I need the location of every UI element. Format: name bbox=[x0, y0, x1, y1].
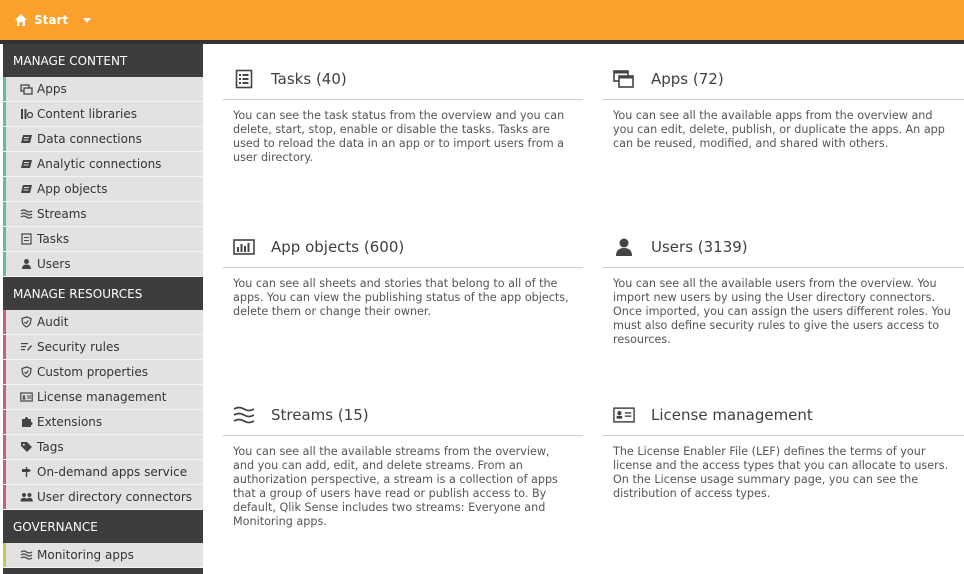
sidebar-item-custom-properties[interactable] bbox=[3, 360, 203, 385]
library-icon bbox=[19, 108, 33, 120]
card-tasks bbox=[223, 58, 583, 165]
card-description: You can see the task status from the overview and you can delete, start, stop, enable or disable the tasks. Tasks are used to reload the data in an app or to import users from a user directory. bbox=[233, 109, 565, 164]
sidebar-item-data-connections[interactable] bbox=[3, 127, 203, 152]
main-content bbox=[203, 44, 964, 574]
sidebar-item-tasks[interactable] bbox=[3, 227, 203, 252]
sidebar-item-label: Tags bbox=[37, 440, 64, 454]
sidebar-item-apps[interactable] bbox=[3, 77, 203, 102]
streams-icon bbox=[19, 549, 33, 561]
sidebar-item-label: Streams bbox=[37, 207, 87, 221]
app-objects-icon bbox=[19, 183, 33, 195]
sidebar-item-audit[interactable] bbox=[3, 310, 203, 335]
sidebar-item-app-objects[interactable] bbox=[3, 177, 203, 202]
card-license-header[interactable] bbox=[603, 394, 964, 436]
card-title: Apps (72) bbox=[651, 69, 724, 88]
sidebar-item-on-demand-apps-service[interactable] bbox=[3, 460, 203, 485]
sidebar-item-label: App objects bbox=[37, 182, 108, 196]
card-users bbox=[603, 226, 964, 347]
sidebar-item-label: Data connections bbox=[37, 132, 142, 146]
top-bar bbox=[0, 0, 964, 40]
card-title: License management bbox=[651, 405, 813, 424]
card-title: Streams (15) bbox=[271, 405, 369, 424]
chevron-down-icon[interactable] bbox=[82, 15, 92, 25]
license-icon bbox=[613, 405, 635, 425]
section-manage-content: MANAGE CONTENT bbox=[3, 44, 203, 77]
sidebar-item-content-libraries[interactable] bbox=[3, 102, 203, 127]
user-icon bbox=[19, 258, 33, 270]
analytic-connection-icon bbox=[19, 158, 33, 170]
sidebar-item-label: Security rules bbox=[37, 340, 120, 354]
card-streams bbox=[223, 394, 583, 529]
rules-icon bbox=[19, 341, 33, 353]
card-description: You can see all the available apps from the overview and you can edit, delete, publish, or duplicate the apps. An app can be reused, modified, and shared with others. bbox=[613, 109, 945, 150]
home-icon bbox=[14, 13, 28, 27]
sidebar-item-label: Monitoring apps bbox=[37, 548, 134, 562]
puzzle-icon bbox=[19, 416, 33, 428]
card-title: App objects (600) bbox=[271, 237, 405, 256]
card-users-header[interactable] bbox=[603, 226, 964, 268]
sidebar-item-security-rules[interactable] bbox=[3, 335, 203, 360]
streams-icon bbox=[233, 405, 255, 425]
card-apps bbox=[603, 58, 964, 151]
sidebar-item-label: Users bbox=[37, 257, 71, 271]
license-icon bbox=[19, 391, 33, 403]
sidebar-item-users[interactable] bbox=[3, 252, 203, 277]
sidebar-item-label: License management bbox=[37, 390, 167, 404]
apps-icon bbox=[19, 83, 33, 95]
users-group-icon bbox=[19, 491, 33, 503]
card-title: Users (3139) bbox=[651, 237, 748, 256]
sidebar-item-label: Extensions bbox=[37, 415, 103, 429]
card-description: The License Enabler File (LEF) defines the terms of your license and the access types that you can allocate to users. On the License usage summary page, you can see the distribution of access types. bbox=[613, 445, 949, 500]
sidebar bbox=[3, 44, 203, 574]
sidebar-item-tags[interactable] bbox=[3, 435, 203, 460]
card-streams-header[interactable] bbox=[223, 394, 583, 436]
sidebar-item-label: Audit bbox=[37, 315, 69, 329]
section-manage-resources: MANAGE RESOURCES bbox=[3, 277, 203, 310]
card-license-management bbox=[603, 394, 964, 501]
section-governance: GOVERNANCE bbox=[3, 510, 203, 543]
sidebar-item-label: User directory connectors bbox=[37, 490, 193, 504]
user-icon bbox=[613, 237, 635, 257]
app-objects-icon bbox=[233, 237, 255, 257]
sidebar-item-analytic-connections[interactable] bbox=[3, 152, 203, 177]
apps-icon bbox=[613, 69, 635, 89]
start-label: Start bbox=[34, 13, 69, 27]
sidebar-item-label: On-demand apps service bbox=[37, 465, 188, 479]
sidebar-item-license-management[interactable] bbox=[3, 385, 203, 410]
shield-icon bbox=[19, 366, 33, 378]
card-title: Tasks (40) bbox=[271, 69, 347, 88]
sidebar-item-extensions[interactable] bbox=[3, 410, 203, 435]
sidebar-item-label: Custom properties bbox=[37, 365, 149, 379]
data-connection-icon bbox=[19, 133, 33, 145]
card-apps-header[interactable] bbox=[603, 58, 964, 100]
sidebar-item-monitoring-apps[interactable] bbox=[3, 543, 203, 568]
start-button[interactable] bbox=[14, 13, 68, 27]
sidebar-item-label: Tasks bbox=[37, 232, 70, 246]
card-description: You can see all sheets and stories that belong to all of the apps. You can view the publishing status of the app objects, delete them or change their owner. bbox=[233, 277, 569, 318]
tag-icon bbox=[19, 441, 33, 453]
tasks-icon bbox=[233, 69, 255, 89]
streams-icon bbox=[19, 208, 33, 220]
on-demand-icon bbox=[19, 466, 33, 478]
sidebar-item-streams[interactable] bbox=[3, 202, 203, 227]
card-app-objects-header[interactable] bbox=[223, 226, 583, 268]
card-description: You can see all the available users from the overview. You import new users by using the User directory connectors. Once imported, you can assign the users different roles. You must also define security rules to give the users access to resources. bbox=[613, 277, 951, 346]
sidebar-item-label: Apps bbox=[37, 82, 67, 96]
sidebar-item-label: Analytic connections bbox=[37, 157, 162, 171]
sidebar-item-user-directory-connectors[interactable] bbox=[3, 485, 203, 510]
tasks-icon bbox=[19, 233, 33, 245]
card-description: You can see all the available streams from the overview, and you can add, edit, and delete streams. From an authorization perspective, a stream is a collection of apps that a group of users have read or publish access to. By default, Qlik Sense includes two streams: Everyone and Monitoring apps. bbox=[233, 445, 558, 528]
card-app-objects bbox=[223, 226, 583, 319]
card-tasks-header[interactable] bbox=[223, 58, 583, 100]
shield-icon bbox=[19, 316, 33, 328]
sidebar-item-label: Content libraries bbox=[37, 107, 138, 121]
